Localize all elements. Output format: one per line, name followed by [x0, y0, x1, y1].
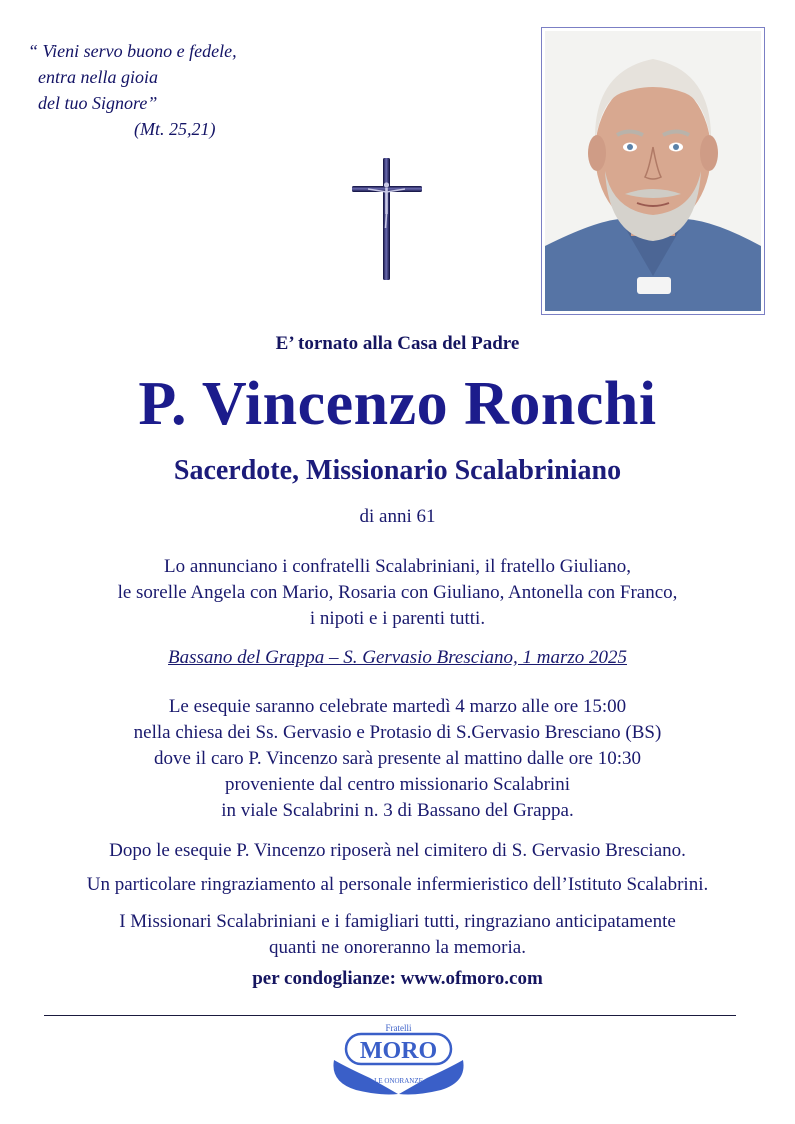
logo-main-text: MORO — [359, 1038, 438, 1064]
divider — [44, 1015, 736, 1016]
deceased-name: P. Vincenzo Ronchi — [138, 370, 657, 438]
funeral-details — [0, 694, 795, 824]
portrait-photo — [541, 27, 765, 315]
quote-reference: (Mt. 25,21) — [134, 119, 216, 139]
funeral-line: Le esequie saranno celebrate martedì 4 marzo alle ore 15:00 — [168, 696, 627, 717]
thanks-staff: Un particolare ringraziamento al personale infermieristico dell’Istituto Scalabrini. — [86, 874, 709, 895]
funeral-line: in viale Scalabrini n. 3 di Bassano del Grappa. — [221, 800, 574, 821]
deceased-age: di anni 61 — [359, 506, 436, 527]
funeral-line: nella chiesa dei Ss. Gervasio e Protasio di S.Gervasio Bresciano (BS) — [133, 722, 662, 743]
announcement-line: le sorelle Angela con Mario, Rosaria con Giuliano, Antonella con Franco, — [117, 582, 678, 603]
moro-logo — [326, 1020, 471, 1100]
thanks-all — [0, 909, 795, 961]
logo-top-text: Fratelli — [385, 1023, 412, 1033]
place-date: Bassano del Grappa – S. Gervasio Bresciano, 1 marzo 2025 — [168, 647, 627, 668]
thanks-line: I Missionari Scalabriniani e i famigliari tutti, ringraziano anticipatamente — [119, 911, 676, 932]
condolences-link[interactable]: per condoglianze: www.ofmoro.com — [252, 968, 543, 989]
quote-line-2: entra nella gioia — [38, 67, 158, 87]
announcement — [0, 554, 795, 632]
crucifix-icon — [350, 158, 424, 282]
quote-line-1: “ Vieni servo buono e fedele, — [28, 41, 237, 61]
thanks-line: quanti ne onoreranno la memoria. — [269, 937, 526, 958]
burial-notice: Dopo le esequie P. Vincenzo riposerà nel cimitero di S. Gervasio Bresciano. — [109, 840, 686, 861]
quote-line-3: del tuo Signore” — [38, 93, 158, 113]
logo-bottom-text: LE ONORANZE — [374, 1077, 423, 1085]
funeral-line: dove il caro P. Vincenzo sarà presente al mattino dalle ore 10:30 — [153, 748, 642, 769]
announcement-line: Lo annunciano i confratelli Scalabriniani, il fratello Giuliano, — [164, 556, 631, 577]
intro-text: E’ tornato alla Casa del Padre — [275, 333, 520, 354]
announcement-line: i nipoti e i parenti tutti. — [309, 608, 486, 629]
deceased-role: Sacerdote, Missionario Scalabriniano — [173, 455, 622, 486]
scripture-quote — [28, 38, 268, 142]
funeral-line: proveniente dal centro missionario Scalabrini — [224, 774, 571, 795]
